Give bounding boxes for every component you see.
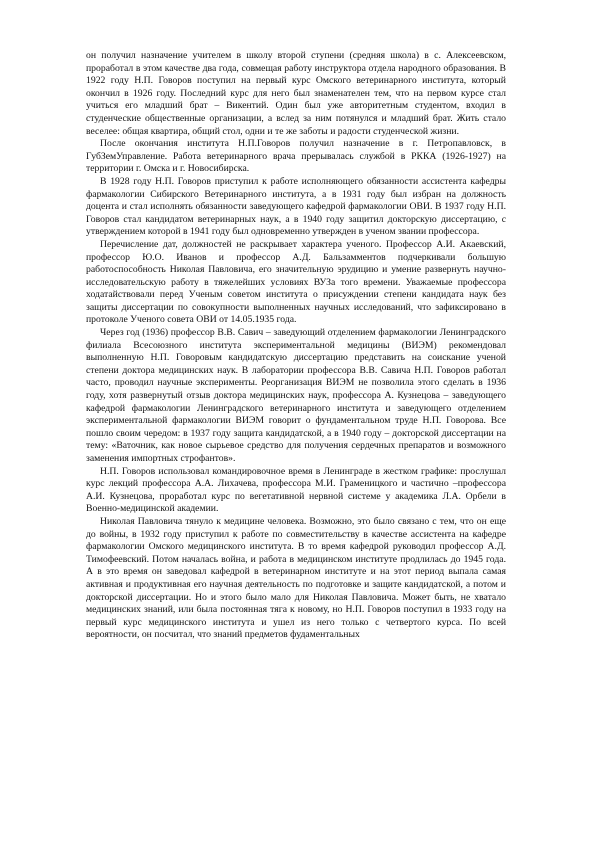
paragraph-character: Перечисление дат, должностей не раскрывает характера ученого. Профессор А.И. Акаевский, профессор Ю.О. Иванов и профессор А.Д. Бальзамментов подчеркивали большую работоспособность Николая Павловича, его значительную эрудицию и умение развернуть научно-исследовательскую работу в тяжелейших условиях ВУЗа того времени. Уважаемые профессора ходатайствовали перед Ученым советом института о присуждении степени кандидата наук без защиты диссертации по совокупности выполненных научных исследований, что зафиксировано в протоколе Ученого совета ОВИ от 14.05.1935 года.: [86, 238, 506, 326]
document-page: [86, 50, 506, 810]
paragraph-pharmacology-department: В 1928 году Н.П. Говоров приступил к работе исполняющего обязанности ассистента кафедры фармакологии Сибирского Ветеринарного института, а в 1931 году был избран на должность доцента и стал исполнять обязанности заведующего кафедрой фармакологии ОВИ. В 1937 году Н.П. Говоров стал кандидатом ветеринарных наук, а в 1940 году защитил докторскую диссертацию, с утверждением которой в 1941 году был одновременно утвержден в ученом звании профессора.: [86, 175, 506, 238]
paragraph-education-start: он получил назначение учителем в школу второй ступени (средняя школа) в с. Алексеевском, проработал в этом качестве два года, совмещая работу инструктора отдела народного образования. В 1922 году Н.П. Говоров поступил на первый курс Омского ветеринарного института, который окончил в 1926 году. Последний курс для него был знаменателен тем, что на первом курсе стал учиться его младший брат – Викентий. Один был уже авторитетным студентом, входил в студенческие общественные организации, а вслед за ним потянулся и младший брат. Жить стало веселее: общая квартира, общий стол, одни и те же заботы и радости студенческой жизни.: [86, 50, 506, 137]
paragraph-petropavlovsk: После окончания института Н.П.Говоров получил назначение в г. Петропавловск, в ГубЗемУправление. Работа ветеринарного врача прерывалась службой в РККА (1926-1927) на территории г. Омска и г. Новосибирска.: [86, 138, 506, 175]
paragraph-leningrad-lectures: Н.П. Говоров использовал командировочное время в Ленинграде в жестком графике: прослушал курс лекций профессора А.А. Лихачева, профессора М.И. Граменицкого и частично –профессора А.И. Кузнецова, проработал курс по вегетативной нервной системе у академика Л.А. Орбели в Военно-медицинской академии.: [86, 465, 506, 515]
paragraph-medicine: Николая Павловича тянуло к медицине человека. Возможно, это было связано с тем, что он еще до войны, в 1932 году приступил к работе по совместительству в качестве ассистента на кафедре фармакологии Омского медицинского института. В то время кафедрой руководил профессор А.Д. Тимофеевский. Потом началась война, и работа в медицинском институте продлилась до 1945 года. А в это время он заведовал кафедрой в ветеринарном институте и на этот период выпала самая активная и продуктивная его научная деятельность по подготовке и защите кандидатской, а потом и докторской диссертации. Но и этого было мало для Николая Павловича. Может быть, не хватало медицинских знаний, или была постоянная тяга к новому, но Н.П. Говоров поступил в 1933 году на первый курс медицинского института и ушел из него только с четвертого курса. По всей вероятности, он посчитал, что знаний предметов фудаментальных: [86, 515, 506, 641]
paragraph-viem-dissertation: Через год (1936) профессор В.В. Савич – заведующий отделением фармакологии Ленинградского филиала Всесоюзного института экспериментальной медицины (ВИЭМ) рекомендовал выполненную Н.П. Говоровым кандидатскую диссертацию представить на соискание ученой степени доктора медицинских наук. В лаборатории профессора В.В. Савича Н.П. Говоров работал часто, проводил научные эксперименты. Реорганизация ВИЭМ не позволила этого сделать в 1936 году, хотя развернутый отзыв доктора медицинских наук, профессора А. Кузнецова – заведующего кафедрой фармакологии Ленинградского ветеринарного института и заведующего отделением экспериментальной фармакологии ВИЭМ говорит о фундаментальном труде Н.П. Говорова. Все пошло своим чередом: в 1937 году защита кандидатской, а в 1940 году – докторской диссертации на тему: «Ваточник, как новое сырьевое средство для получения сердечных препаратов и возможного заменения импортных строфантов».: [86, 327, 506, 464]
